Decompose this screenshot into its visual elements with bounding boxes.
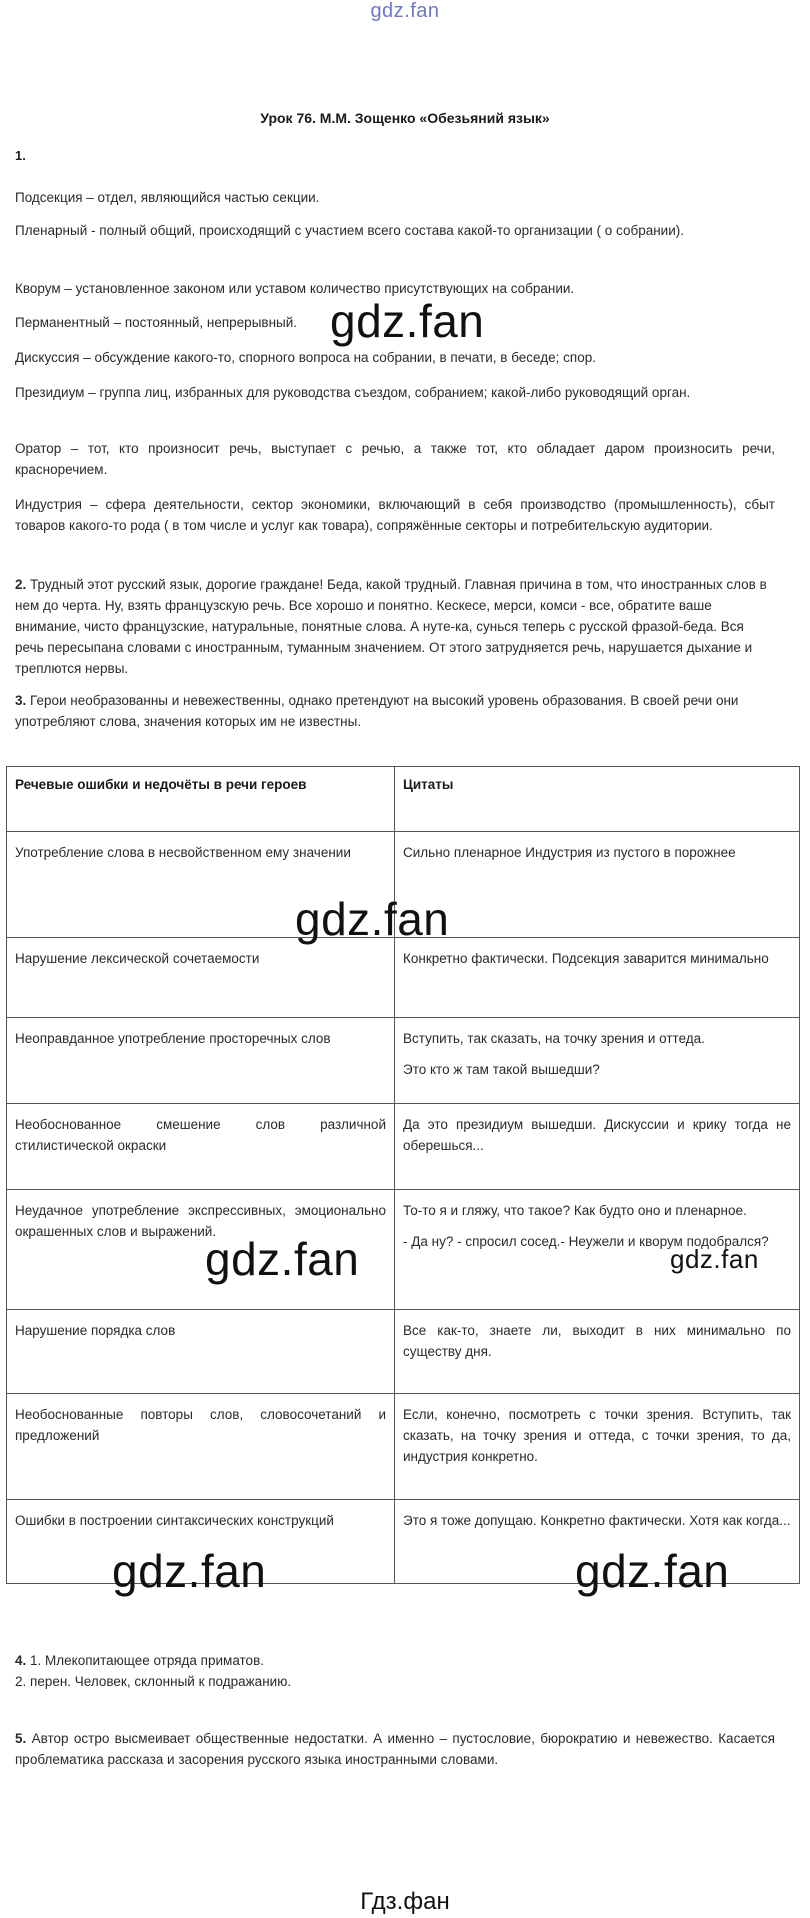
table-cell-quote <box>395 832 800 938</box>
section-1-number: 1. <box>15 148 26 163</box>
section-3-text: Герои необразованны и невежественны, однако претендуют на высокий уровень образования. В своей речи они употребляют слова, значения которых им не известны. <box>15 693 739 729</box>
speech-errors-table <box>6 766 800 1584</box>
table-cell-error: Необоснованные повторы слов, словосочетаний и предложений <box>7 1394 395 1500</box>
quote-line: То-то я и гляжу, что такое? Как будто оно и пленарное. <box>403 1203 747 1218</box>
definition-industriya: Индустрия – сфера деятельности, сектор экономики, включающий в себя производство (промышленность), сбыт товаров какого-то рода ( в том числе и услуг как товара), сопряжённые секторы и потребительскую аудитории. <box>15 497 775 533</box>
section-5-number: 5. <box>15 1731 27 1746</box>
watermark-bottom: Гдз.фан <box>360 1888 450 1915</box>
section-4 <box>15 1650 775 1692</box>
table-cell-error: Употребление слова в несвойственном ему значении <box>7 832 395 938</box>
quote-line: Это я тоже допущаю. Конкретно фактически. Хотя как когда... <box>403 1513 791 1528</box>
definition-podsekciya: Подсекция – отдел, являющийся частью секции. <box>15 190 320 205</box>
definition-permanentny: Перманентный – постоянный, непрерывный. <box>15 315 298 330</box>
quote-line: Конкретно фактически. Подсекция заварится минимально <box>403 951 769 966</box>
table-row <box>7 1104 800 1190</box>
table-cell-quote <box>395 1104 800 1190</box>
section-5-text: Автор остро высмеивает общественные недостатки. А именно – пустословие, бюрократию и невежество. Касается проблематика рассказа и засорения русского языка иностранными словами. <box>15 1731 775 1767</box>
section-4-line-2: 2. перен. Человек, склонный к подражанию. <box>15 1674 292 1689</box>
table-header-errors: Речевые ошибки и недочёты в речи героев <box>7 767 395 832</box>
quote-line: Это кто ж там такой вышедши? <box>403 1062 600 1077</box>
quote-line: - Да ну? - спросил сосед.- Неужели и кворум подобрался? <box>403 1234 769 1249</box>
watermark: gdz.fan <box>670 1244 759 1274</box>
section-2-number: 2. <box>15 577 27 592</box>
table-cell-quote <box>395 1018 800 1104</box>
definition-plenarny: Пленарный - полный общий, происходящий с участием всего состава какой-то организации ( о собрании). <box>15 223 685 238</box>
table-cell-error: Необоснованное смешение слов различной стилистической окраски <box>7 1104 395 1190</box>
quote-line: Вступить, так сказать, на точку зрения и оттеда. <box>403 1031 705 1046</box>
table-cell-error: Неудачное употребление экспрессивных, эмоционально окрашенных слов и выражений. <box>7 1190 395 1310</box>
table-cell-quote <box>395 1310 800 1394</box>
watermark-top: gdz.fan <box>370 0 440 22</box>
section-5 <box>15 1728 775 1770</box>
table-cell-quote <box>395 938 800 1018</box>
section-3-number: 3. <box>15 693 27 708</box>
table-cell-quote <box>395 1394 800 1500</box>
section-4-line-1: 1. Млекопитающее отряда приматов. <box>30 1653 264 1668</box>
table-cell-error: Нарушение порядка слов <box>7 1310 395 1394</box>
table-row <box>7 1018 800 1104</box>
table-header-quotes: Цитаты <box>395 767 800 832</box>
definition-diskussiya: Дискуссия – обсуждение какого-то, спорного вопроса на собрании, в печати, в беседе; спор. <box>15 350 596 365</box>
quote-line: Сильно пленарное Индустрия из пустого в порожнее <box>403 845 736 860</box>
table-row <box>7 938 800 1018</box>
table-cell-error: Неоправданное употребление просторечных слов <box>7 1018 395 1104</box>
table-header-row <box>7 767 800 832</box>
table-row <box>7 1394 800 1500</box>
quote-line: Все как-то, знаете ли, выходит в них минимально по существу дня. <box>403 1323 791 1359</box>
table-cell-error: Нарушение лексической сочетаемости <box>7 938 395 1018</box>
section-4-number: 4. <box>15 1653 27 1668</box>
quote-line: Да это президиум вышедши. Дискуссии и крику тогда не оберешься... <box>403 1117 791 1153</box>
watermark: gdz.fan <box>295 893 450 945</box>
section-2 <box>15 574 775 679</box>
watermark: gdz.fan <box>205 1233 360 1285</box>
definition-prezidium: Президиум – группа лиц, избранных для руководства съездом, собранием; какой-либо руководящий орган. <box>15 385 691 400</box>
watermark: gdz.fan <box>330 295 485 347</box>
watermark: gdz.fan <box>112 1545 267 1597</box>
definition-kvorum: Кворум – установленное законом или уставом количество присутствующих на собрании. <box>15 281 575 296</box>
table-cell-error: Ошибки в построении синтаксических конструкций <box>7 1500 395 1584</box>
quote-line: Если, конечно, посмотреть с точки зрения. Вступить, так сказать, на точку зрения и оттеда, с точки зрения, то да, индустрия конкретно. <box>403 1407 791 1464</box>
section-2-text: Трудный этот русский язык, дорогие граждане! Беда, какой трудный. Главная причина в том, что иностранных слов в нем до черта. Ну, взять французскую речь. Все хорошо и понятно. Кескесе, мерси, комси - все, обратите ваше внимание, чисто французские, натуральные, понятные слова. А нуте-ка, сунься теперь с русской фразой-беда. Вся речь пересыпана словами с иностранным, туманным значением. От этого затрудняется речь, нарушается дыхание и треплются нервы. <box>15 577 767 676</box>
table-row <box>7 1310 800 1394</box>
definition-orator: Оратор – тот, кто произносит речь, выступает с речью, а также тот, кто обладает даром произносить речи, красноречием. <box>15 441 775 477</box>
watermark: gdz.fan <box>575 1545 730 1597</box>
lesson-title: Урок 76. М.М. Зощенко «Обезьяний язык» <box>260 110 550 126</box>
section-3 <box>15 690 775 732</box>
